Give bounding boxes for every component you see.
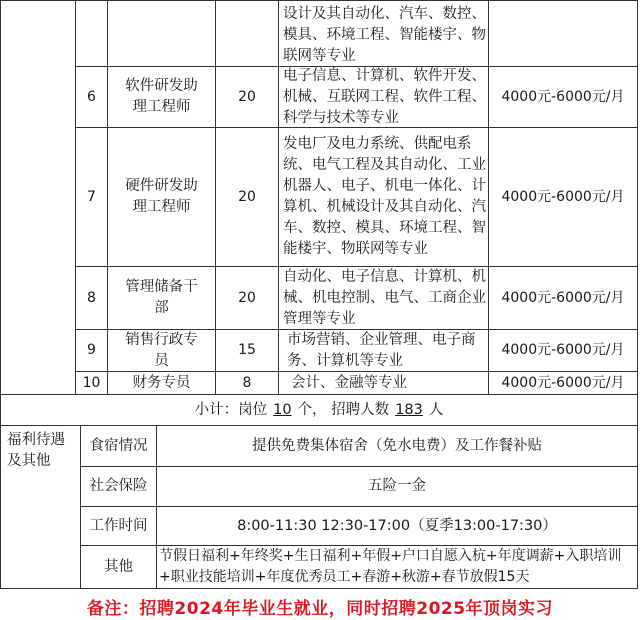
row-number-10: 10 bbox=[82, 374, 101, 391]
welfare-value-meals: 提供免费集体宿舍（免水电费）及工作餐补贴 bbox=[252, 437, 542, 454]
welfare-label-hours: 工作时间 bbox=[89, 517, 148, 534]
recruitment-note: 备注：招聘2024年毕业生就业，同时招聘2025年顶岗实习 bbox=[86, 598, 554, 619]
salary-cell-row-7: 4000元-6000元/月 bbox=[501, 188, 625, 205]
position-cell-row-10: 财务专员 bbox=[132, 374, 191, 391]
count-cell-row-8: 20 bbox=[238, 289, 256, 306]
count-cell-row-10: 8 bbox=[242, 374, 252, 391]
salary-cell-row-9: 4000元-6000元/月 bbox=[501, 342, 625, 358]
count-cell-row-7: 20 bbox=[238, 188, 256, 205]
subtotal-suffix: 人 bbox=[428, 401, 444, 418]
major-cell-row-6: 电子信息、计算机、软件开发、机械、互联网工程、软件工程、科学与技术等专业 bbox=[283, 67, 486, 126]
major-cell-row-9: 市场营销、企业管理、电子商务、计算机等专业 bbox=[287, 331, 476, 369]
welfare-value-hours: 8:00-11:30 12:30-17:00（夏季13:00-17:30） bbox=[237, 517, 557, 534]
major-cell-row-7: 发电厂及电力系统、供配电系统、电气工程及其自动化、工业机器人、电子、机电一体化、计算机、机械设计及其自动化、汽车、数控、模具、环境工程、智能楼宇、物联网等专业 bbox=[283, 136, 486, 257]
subtotal-prefix: 小计：岗位 bbox=[194, 401, 268, 418]
grid-line bbox=[0, 0, 1, 589]
subtotal-mid: 个， 招聘人数 bbox=[297, 401, 390, 418]
salary-cell-row-8: 4000元-6000元/月 bbox=[501, 289, 625, 306]
welfare-label-meals: 食宿情况 bbox=[89, 437, 148, 454]
subtotal-people: 183 bbox=[395, 401, 423, 418]
position-cell-row-8: 管理储备干部 bbox=[125, 279, 198, 316]
welfare-value-insurance: 五险一金 bbox=[368, 478, 426, 494]
position-cell-row-6: 软件研发助理工程师 bbox=[125, 78, 198, 115]
major-cell-row-0: 设计及其自动化、汽车、数控、模具、环境工程、智能楼宇、物联网等专业 bbox=[283, 5, 486, 64]
row-number-8: 8 bbox=[87, 289, 96, 306]
major-cell-row-8: 自动化、电子信息、计算机、机械、机电控制、电气、工商企业管理等专业 bbox=[283, 268, 486, 327]
count-cell-row-6: 20 bbox=[238, 88, 256, 105]
row-number-9: 9 bbox=[87, 342, 96, 358]
subtotal-positions: 10 bbox=[273, 401, 292, 418]
welfare-label-other: 其他 bbox=[104, 558, 133, 575]
row-number-6: 6 bbox=[87, 88, 96, 105]
grid-line bbox=[0, 0, 638, 1]
position-cell-row-9: 销售行政专员 bbox=[125, 331, 198, 369]
salary-cell-row-6: 4000元-6000元/月 bbox=[501, 88, 625, 105]
count-cell-row-9: 15 bbox=[238, 342, 256, 358]
grid-line bbox=[0, 588, 638, 589]
welfare-label: 福利待遇及其他 bbox=[7, 432, 65, 469]
major-cell-row-10: 会计、金融等专业 bbox=[291, 374, 407, 391]
subtotal-row bbox=[1, 395, 637, 425]
grid-line bbox=[637, 0, 638, 589]
welfare-label-insurance: 社会保险 bbox=[89, 478, 148, 494]
row-number-7: 7 bbox=[87, 188, 96, 205]
salary-cell-row-10: 4000元-6000元/月 bbox=[501, 374, 625, 391]
welfare-value-other: 节假日福利+年终奖+生日福利+年假+户口自愿入杭+年度调薪+入职培训+职业技能培训+年度优秀员工+春游+秋游+春节放假15天 bbox=[159, 548, 622, 585]
position-cell-row-7: 硬件研发助理工程师 bbox=[125, 178, 198, 215]
